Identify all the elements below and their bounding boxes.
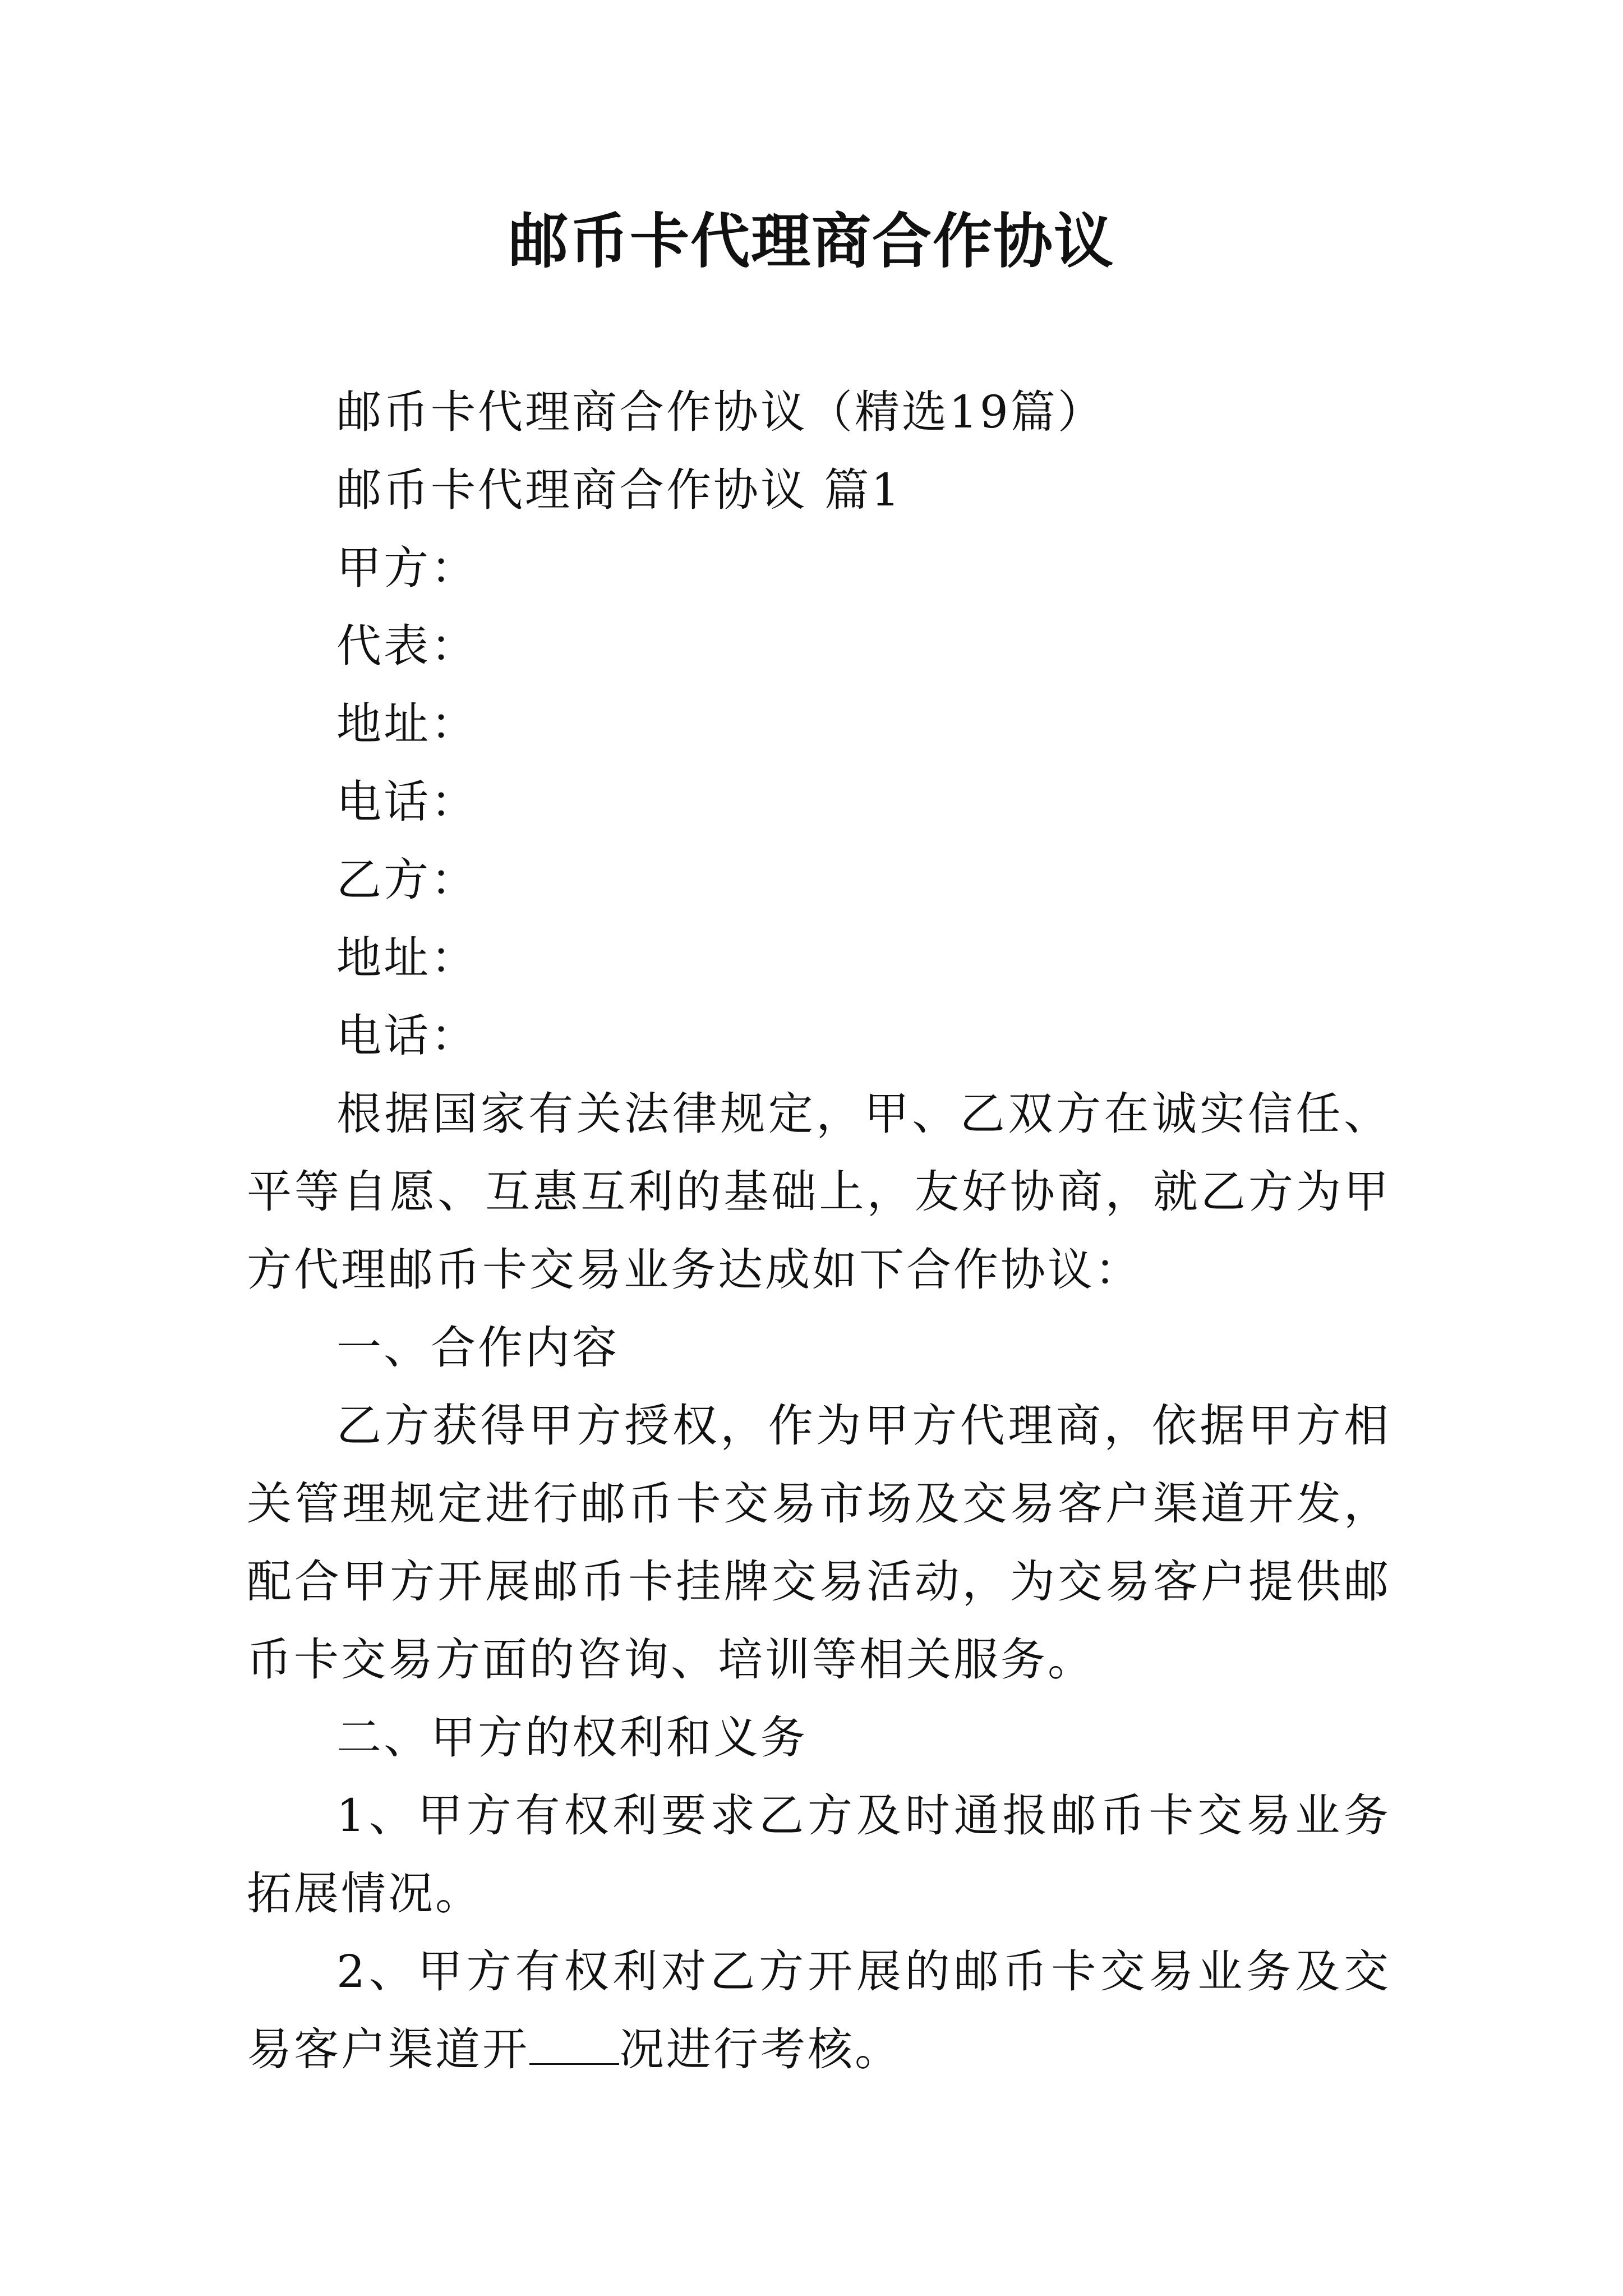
rights-item-1: 1、甲方有权利要求乙方及时通报邮币卡交易业务拓展情况。 [247, 1789, 1391, 1920]
party-b-phone-label: 电话： [336, 1010, 478, 1062]
party-a-phone-label: 电话： [336, 776, 478, 828]
party-a-address-label: 地址： [336, 698, 478, 750]
document-title: 邮币卡代理商合作协议 [509, 206, 1114, 276]
cooperation-content-paragraph: 乙方获得甲方授权，作为甲方代理商，依据甲方相关管理规定进行邮币卡交易市场及交易客户渠道开发，配合甲方开展邮币卡挂牌交易活动，为交易客户提供邮币卡交易方面的咨询、培训等相关服务。 [247, 1400, 1391, 1686]
subtitle-line: 邮币卡代理商合作协议（精选19篇） [336, 386, 1105, 438]
party-a-label: 甲方： [336, 542, 478, 594]
section-heading: 邮币卡代理商合作协议 篇1 [336, 464, 902, 516]
clause-heading-2: 二、甲方的权利和义务 [336, 1711, 808, 1764]
fill-in-blank [529, 2024, 619, 2065]
rights-item-2 [247, 1932, 1391, 2088]
clause-heading-1: 一、合作内容 [336, 1322, 619, 1374]
rights-item-2-text-start: 2、甲方有权利对乙方开展的邮币卡交易业务及交易客户渠道开 [247, 1945, 1391, 2076]
representative-label: 代表： [336, 620, 478, 672]
party-b-address-label: 地址： [336, 932, 478, 984]
rights-item-2-text-end: 况进行考核。 [619, 2023, 902, 2076]
document-body [247, 373, 1391, 2088]
intro-paragraph: 根据国家有关法律规定，甲、乙双方在诚实信任、平等自愿、互惠互利的基础上，友好协商，就乙方为甲方代理邮币卡交易业务达成如下合作协议： [247, 1088, 1391, 1296]
party-b-label: 乙方： [336, 854, 478, 906]
